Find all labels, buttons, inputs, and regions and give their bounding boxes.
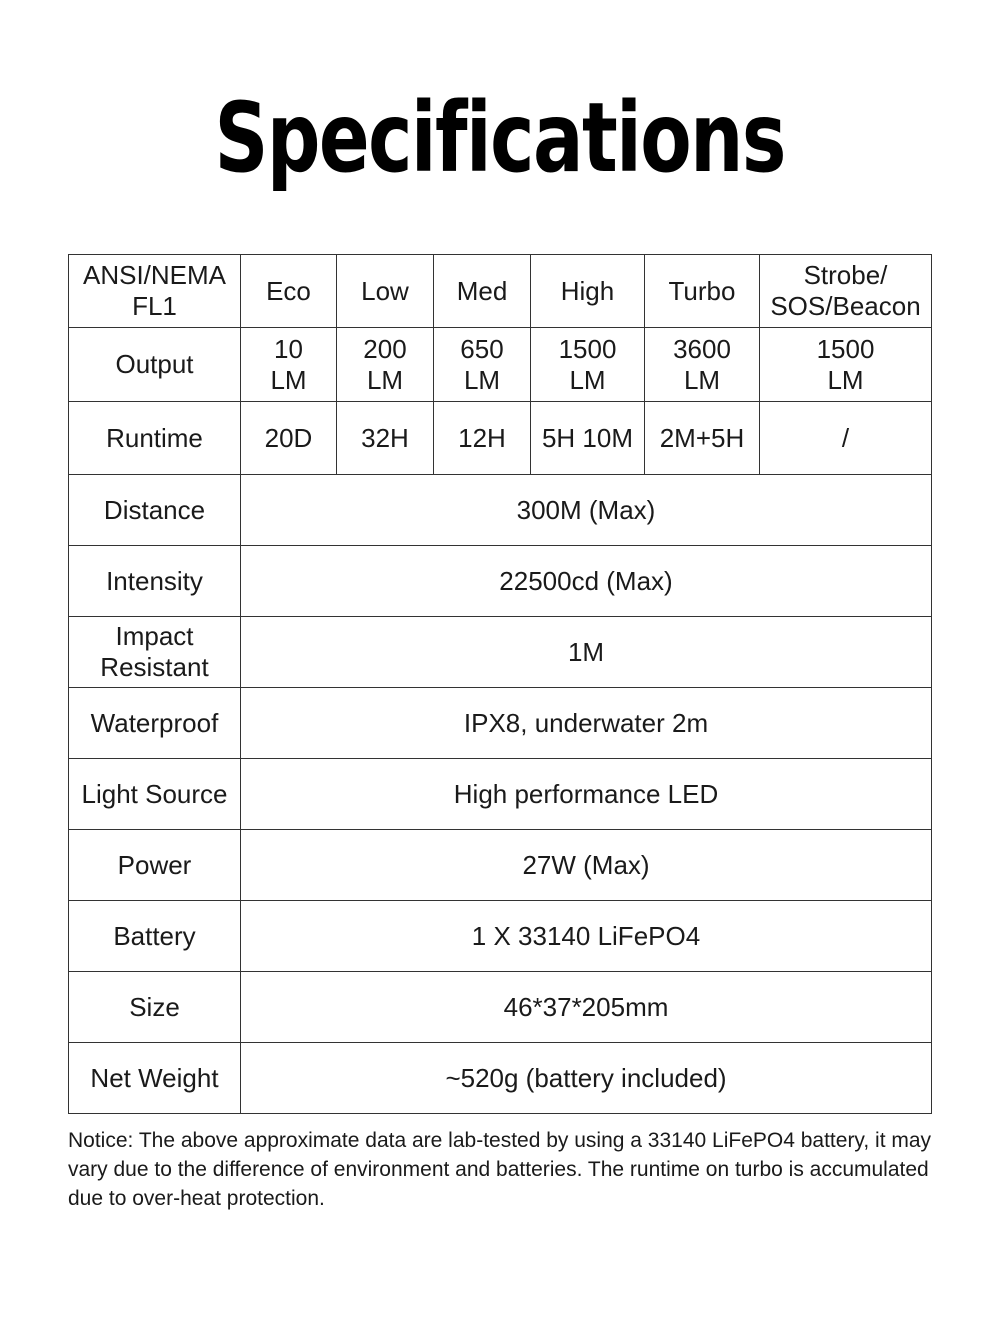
runtime-high: 5H 10M xyxy=(531,402,645,475)
row-label-net-weight: Net Weight xyxy=(69,1043,241,1114)
table-row-waterproof xyxy=(69,688,932,759)
row-value-intensity: 22500cd (Max) xyxy=(241,546,932,617)
output-strobe: 1500 LM xyxy=(760,328,932,402)
page-title xyxy=(0,78,1000,198)
runtime-med: 12H xyxy=(434,402,531,475)
row-label-impact: Impact Resistant xyxy=(69,617,241,688)
output-eco: 10 LM xyxy=(241,328,337,402)
runtime-low: 32H xyxy=(337,402,434,475)
row-label-battery: Battery xyxy=(69,901,241,972)
runtime-strobe: / xyxy=(760,402,932,475)
header-mode-low: Low xyxy=(337,255,434,328)
row-value-power: 27W (Max) xyxy=(241,830,932,901)
table-header-row xyxy=(69,255,932,328)
specifications-table xyxy=(68,254,932,1114)
row-label-output: Output xyxy=(69,328,241,402)
output-turbo: 3600 LM xyxy=(645,328,760,402)
header-mode-med: Med xyxy=(434,255,531,328)
row-label-light-source: Light Source xyxy=(69,759,241,830)
row-label-waterproof: Waterproof xyxy=(69,688,241,759)
output-med: 650 LM xyxy=(434,328,531,402)
row-value-waterproof: IPX8, underwater 2m xyxy=(241,688,932,759)
table-row-battery xyxy=(69,901,932,972)
notice-text: Notice: The above approximate data are lab-tested by using a 33140 LiFePO4 battery, it may vary due to the difference of environment and batteries. The runtime on turbo is accumulated due to over-heat protection. xyxy=(68,1129,932,1210)
header-mode-eco: Eco xyxy=(241,255,337,328)
row-value-impact: 1M xyxy=(241,617,932,688)
table-row-size xyxy=(69,972,932,1043)
header-standard-cell: ANSI/NEMA FL1 xyxy=(69,255,241,328)
row-label-runtime: Runtime xyxy=(69,402,241,475)
table-row-impact xyxy=(69,617,932,688)
table-row-distance xyxy=(69,475,932,546)
row-label-intensity: Intensity xyxy=(69,546,241,617)
table-row-net-weight xyxy=(69,1043,932,1114)
output-high: 1500 LM xyxy=(531,328,645,402)
table-row-output xyxy=(69,328,932,402)
table-row-intensity xyxy=(69,546,932,617)
table-row-runtime xyxy=(69,402,932,475)
runtime-eco: 20D xyxy=(241,402,337,475)
row-value-light-source: High performance LED xyxy=(241,759,932,830)
page-title-text: Specifications xyxy=(214,82,786,194)
row-value-size: 46*37*205mm xyxy=(241,972,932,1043)
row-value-distance: 300M (Max) xyxy=(241,475,932,546)
row-value-battery: 1 X 33140 LiFePO4 xyxy=(241,901,932,972)
runtime-turbo: 2M+5H xyxy=(645,402,760,475)
header-mode-high: High xyxy=(531,255,645,328)
table-row-light-source xyxy=(69,759,932,830)
header-mode-strobe: Strobe/ SOS/Beacon xyxy=(760,255,932,328)
row-label-size: Size xyxy=(69,972,241,1043)
row-value-net-weight: ~520g (battery included) xyxy=(241,1043,932,1114)
row-label-power: Power xyxy=(69,830,241,901)
table-row-power xyxy=(69,830,932,901)
row-label-distance: Distance xyxy=(69,475,241,546)
output-low: 200 LM xyxy=(337,328,434,402)
header-mode-turbo: Turbo xyxy=(645,255,760,328)
